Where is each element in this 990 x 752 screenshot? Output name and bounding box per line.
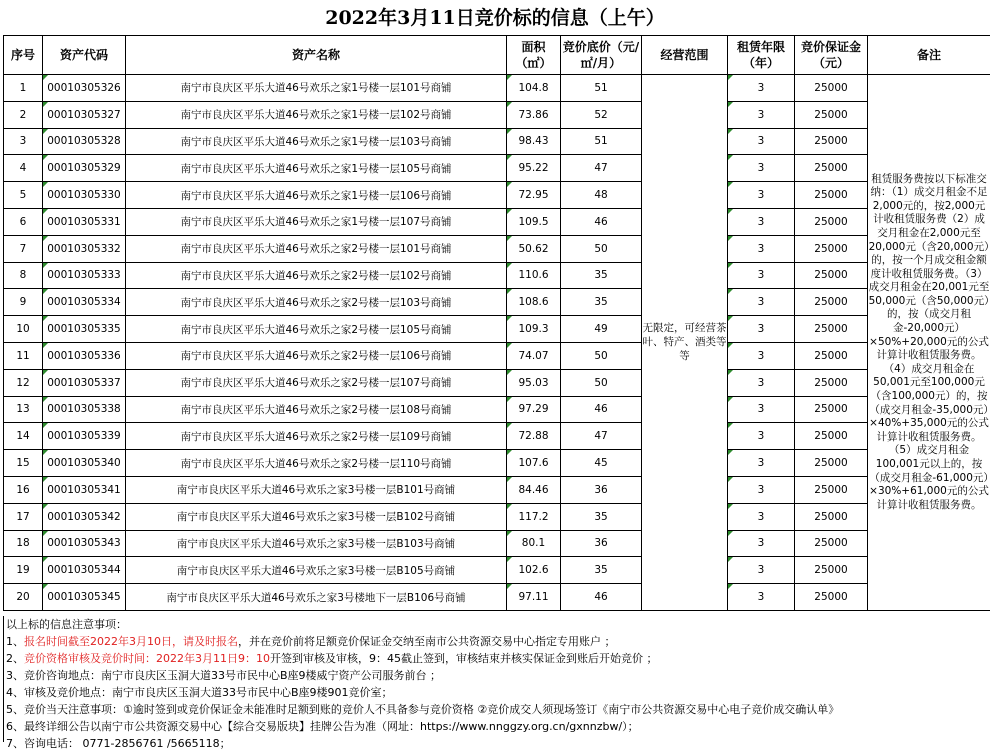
- note-7: 7、咨询电话： 0771-2856761 /5665118；: [4, 735, 990, 752]
- cell-code[interactable]: 00010305329: [43, 155, 126, 182]
- cell-code[interactable]: 00010305336: [43, 342, 126, 369]
- cell-years[interactable]: 3: [728, 182, 795, 209]
- cell-no[interactable]: 10: [4, 316, 43, 343]
- note-1: [4, 633, 990, 650]
- cell-price[interactable]: 46: [561, 584, 642, 611]
- cell-area[interactable]: 97.11: [507, 584, 561, 611]
- cell-price[interactable]: 51: [561, 75, 642, 102]
- cell-deposit[interactable]: 25000: [795, 476, 868, 503]
- cell-no[interactable]: 6: [4, 208, 43, 235]
- table-row: [4, 530, 990, 557]
- cell-area[interactable]: 50.62: [507, 235, 561, 262]
- cell-years[interactable]: 3: [728, 342, 795, 369]
- cell-area[interactable]: 117.2: [507, 503, 561, 530]
- cell-price[interactable]: 46: [561, 396, 642, 423]
- table-row: [4, 503, 990, 530]
- cell-no[interactable]: 12: [4, 369, 43, 396]
- cell-code[interactable]: 00010305327: [43, 101, 126, 128]
- note-2-prefix: 2、: [6, 652, 24, 665]
- table-row: [4, 342, 990, 369]
- header-name: 资产名称: [126, 36, 507, 75]
- header-no: 序号: [4, 36, 43, 75]
- cell-years[interactable]: 3: [728, 557, 795, 584]
- cell-no[interactable]: 3: [4, 128, 43, 155]
- table-row: [4, 235, 990, 262]
- header-deposit: 竞价保证金（元）: [795, 36, 868, 75]
- cell-no[interactable]: 2: [4, 101, 43, 128]
- cell-price[interactable]: 45: [561, 450, 642, 477]
- cell-price[interactable]: 36: [561, 476, 642, 503]
- note-4: 4、审核及竞价地点：南宁市良庆区玉洞大道33号市民中心B座9楼901竞价室；: [4, 684, 990, 701]
- cell-no[interactable]: 5: [4, 182, 43, 209]
- cell-code[interactable]: 00010305333: [43, 262, 126, 289]
- cell-years[interactable]: 3: [728, 289, 795, 316]
- table-row: [4, 557, 990, 584]
- cell-deposit[interactable]: 25000: [795, 289, 868, 316]
- note-3: 3、竞价咨询地点：南宁市良庆区玉洞大道33号市民中心B座9楼威宁资产公司服务前台 ；: [4, 667, 990, 684]
- cell-code[interactable]: 00010305341: [43, 476, 126, 503]
- cell-area[interactable]: 72.88: [507, 423, 561, 450]
- cell-deposit[interactable]: 25000: [795, 208, 868, 235]
- cell-years[interactable]: 3: [728, 101, 795, 128]
- cell-name[interactable]: 南宁市良庆区平乐大道46号欢乐之家1号楼一层105号商铺: [126, 155, 507, 182]
- cell-deposit[interactable]: 25000: [795, 235, 868, 262]
- cell-area[interactable]: 102.6: [507, 557, 561, 584]
- cell-area[interactable]: 84.46: [507, 476, 561, 503]
- cell-area[interactable]: 98.43: [507, 128, 561, 155]
- table-row: [4, 182, 990, 209]
- cell-area[interactable]: 109.3: [507, 316, 561, 343]
- cell-name[interactable]: 南宁市良庆区平乐大道46号欢乐之家2号楼一层109号商铺: [126, 423, 507, 450]
- cell-price[interactable]: 48: [561, 182, 642, 209]
- cell-deposit[interactable]: 25000: [795, 503, 868, 530]
- cell-no[interactable]: 14: [4, 423, 43, 450]
- cell-code[interactable]: 00010305344: [43, 557, 126, 584]
- cell-code[interactable]: 00010305338: [43, 396, 126, 423]
- cell-deposit[interactable]: 25000: [795, 262, 868, 289]
- cell-deposit[interactable]: 25000: [795, 530, 868, 557]
- cell-no[interactable]: 4: [4, 155, 43, 182]
- cell-code[interactable]: 00010305332: [43, 235, 126, 262]
- cell-years[interactable]: 3: [728, 208, 795, 235]
- cell-price[interactable]: 36: [561, 530, 642, 557]
- cell-deposit[interactable]: 25000: [795, 128, 868, 155]
- cell-area[interactable]: 95.03: [507, 369, 561, 396]
- note-2-highlight: 竞价资格审核及竞价时间：2022年3月11日9：10: [24, 652, 270, 665]
- cell-deposit[interactable]: 25000: [795, 584, 868, 611]
- note-2: [4, 650, 990, 667]
- cell-no[interactable]: 9: [4, 289, 43, 316]
- cell-area[interactable]: 97.29: [507, 396, 561, 423]
- cell-code[interactable]: 00010305345: [43, 584, 126, 611]
- cell-years[interactable]: 3: [728, 262, 795, 289]
- cell-price[interactable]: 35: [561, 262, 642, 289]
- sheet-title: 2022年3月11日竞价标的信息（上午）: [0, 0, 990, 32]
- cell-code[interactable]: 00010305334: [43, 289, 126, 316]
- table-row: [4, 450, 990, 477]
- cell-deposit[interactable]: 25000: [795, 396, 868, 423]
- cell-no[interactable]: 20: [4, 584, 43, 611]
- cell-name[interactable]: 南宁市良庆区平乐大道46号欢乐之家2号楼一层105号商铺: [126, 316, 507, 343]
- cell-name[interactable]: 南宁市良庆区平乐大道46号欢乐之家1号楼一层103号商铺: [126, 128, 507, 155]
- table-row: [4, 155, 990, 182]
- cell-name[interactable]: 南宁市良庆区平乐大道46号欢乐之家1号楼一层102号商铺: [126, 101, 507, 128]
- cell-years[interactable]: 3: [728, 155, 795, 182]
- cell-price[interactable]: 35: [561, 289, 642, 316]
- cell-years[interactable]: 3: [728, 584, 795, 611]
- cell-code[interactable]: 00010305343: [43, 530, 126, 557]
- cell-area[interactable]: 95.22: [507, 155, 561, 182]
- table-row: [4, 262, 990, 289]
- cell-name[interactable]: 南宁市良庆区平乐大道46号欢乐之家2号楼一层108号商铺: [126, 396, 507, 423]
- cell-deposit[interactable]: 25000: [795, 423, 868, 450]
- cell-no[interactable]: 1: [4, 75, 43, 102]
- cell-area[interactable]: 110.6: [507, 262, 561, 289]
- cell-no[interactable]: 11: [4, 342, 43, 369]
- cell-area[interactable]: 108.6: [507, 289, 561, 316]
- table-row: [4, 101, 990, 128]
- cell-years[interactable]: 3: [728, 235, 795, 262]
- table-body: [4, 75, 990, 611]
- cell-deposit[interactable]: 25000: [795, 342, 868, 369]
- auction-table: [3, 35, 990, 611]
- cell-no[interactable]: 13: [4, 396, 43, 423]
- cell-name[interactable]: 南宁市良庆区平乐大道46号欢乐之家3号楼地下一层B106号商铺: [126, 584, 507, 611]
- cell-area[interactable]: 73.86: [507, 101, 561, 128]
- cell-name[interactable]: 南宁市良庆区平乐大道46号欢乐之家3号楼一层B102号商铺: [126, 503, 507, 530]
- header-code: 资产代码: [43, 36, 126, 75]
- cell-price[interactable]: 50: [561, 369, 642, 396]
- cell-name[interactable]: 南宁市良庆区平乐大道46号欢乐之家2号楼一层102号商铺: [126, 262, 507, 289]
- cell-code[interactable]: 00010305330: [43, 182, 126, 209]
- cell-deposit[interactable]: 25000: [795, 369, 868, 396]
- cell-price[interactable]: 50: [561, 235, 642, 262]
- cell-years[interactable]: 3: [728, 423, 795, 450]
- cell-years[interactable]: 3: [728, 530, 795, 557]
- table-row: [4, 476, 990, 503]
- cell-no[interactable]: 18: [4, 530, 43, 557]
- cell-years[interactable]: 3: [728, 450, 795, 477]
- cell-name[interactable]: 南宁市良庆区平乐大道46号欢乐之家1号楼一层101号商铺: [126, 75, 507, 102]
- header-price: 竞价底价（元/㎡/月）: [561, 36, 642, 75]
- cell-price[interactable]: 35: [561, 503, 642, 530]
- header-scope: 经营范围: [642, 36, 728, 75]
- cell-area[interactable]: 74.07: [507, 342, 561, 369]
- cell-price[interactable]: 50: [561, 342, 642, 369]
- cell-code[interactable]: 00010305340: [43, 450, 126, 477]
- table-row: [4, 316, 990, 343]
- table-row: [4, 208, 990, 235]
- cell-no[interactable]: 16: [4, 476, 43, 503]
- cell-area[interactable]: 104.8: [507, 75, 561, 102]
- cell-years[interactable]: 3: [728, 369, 795, 396]
- cell-name[interactable]: 南宁市良庆区平乐大道46号欢乐之家2号楼一层103号商铺: [126, 289, 507, 316]
- cell-area[interactable]: 109.5: [507, 208, 561, 235]
- cell-price[interactable]: 52: [561, 101, 642, 128]
- table-row: [4, 584, 990, 611]
- table-row: [4, 128, 990, 155]
- cell-code[interactable]: 00010305331: [43, 208, 126, 235]
- notes-heading: 以上标的信息注意事项：: [4, 616, 990, 633]
- notes-section: [3, 616, 990, 742]
- cell-years[interactable]: 3: [728, 316, 795, 343]
- cell-no[interactable]: 8: [4, 262, 43, 289]
- note-2-text: 开签到审核及审核，9：45截止签到，审核结束并核实保证金到账后开始竞价 ；: [270, 652, 658, 665]
- table-row: [4, 75, 990, 102]
- cell-name[interactable]: 南宁市良庆区平乐大道46号欢乐之家2号楼一层106号商铺: [126, 342, 507, 369]
- cell-name[interactable]: 南宁市良庆区平乐大道46号欢乐之家3号楼一层B103号商铺: [126, 530, 507, 557]
- cell-area[interactable]: 72.95: [507, 182, 561, 209]
- note-5: 5、竞价当天注意事项：①逾时签到或竞价保证金未能准时足额到账的竞价人不具备参与竞价资格 ②竞价成交人须现场签订《南宁市公共资源交易中心电子竞价成交确认单》: [4, 701, 990, 718]
- cell-deposit[interactable]: 25000: [795, 557, 868, 584]
- cell-code[interactable]: 00010305328: [43, 128, 126, 155]
- header-row: [4, 36, 990, 75]
- scope-cell[interactable]: 无限定，可经营茶叶、特产、酒类等等: [642, 75, 728, 611]
- cell-price[interactable]: 51: [561, 128, 642, 155]
- header-remark: 备注: [868, 36, 990, 75]
- cell-name[interactable]: 南宁市良庆区平乐大道46号欢乐之家2号楼一层107号商铺: [126, 369, 507, 396]
- cell-deposit[interactable]: 25000: [795, 182, 868, 209]
- cell-area[interactable]: 107.6: [507, 450, 561, 477]
- header-area: 面积（㎡）: [507, 36, 561, 75]
- cell-price[interactable]: 49: [561, 316, 642, 343]
- cell-name[interactable]: 南宁市良庆区平乐大道46号欢乐之家3号楼一层B105号商铺: [126, 557, 507, 584]
- cell-deposit[interactable]: 25000: [795, 155, 868, 182]
- cell-name[interactable]: 南宁市良庆区平乐大道46号欢乐之家1号楼一层106号商铺: [126, 182, 507, 209]
- remark-cell[interactable]: 租赁服务费按以下标准交纳：（1）成交月租金不足2,000元的，按2,000元计收租赁服务费（2）成交月租金在2,000元至20,000元（含20,000元）的，按一个月成交租金额度计收租赁服务费。（3）成交月租金在20,001元至50,000元（含50,000元）的，按（成交月租金-20,000元）×50%+20,000元的公式计算计收租赁服务费。（4）成交月租金在50,001元至100,000元（含100,000元）的，按（成交月租金-35,000元）×40%+35,000元的公式计算计收租赁服务费。（5）成交月租金100,001元以上的，按（成交月租金-61,000元）×30%+61,000元的公式计算计收租赁服务费。: [868, 75, 990, 611]
- cell-no[interactable]: 15: [4, 450, 43, 477]
- cell-code[interactable]: 00010305326: [43, 75, 126, 102]
- cell-years[interactable]: 3: [728, 75, 795, 102]
- cell-no[interactable]: 17: [4, 503, 43, 530]
- cell-no[interactable]: 19: [4, 557, 43, 584]
- cell-area[interactable]: 80.1: [507, 530, 561, 557]
- cell-price[interactable]: 35: [561, 557, 642, 584]
- cell-deposit[interactable]: 25000: [795, 101, 868, 128]
- note-6: 6、最终详细公告以南宁市公共资源交易中心【综合交易版块】挂牌公告为准（网址：https://www.nnggzy.org.cn/gxnnzbw/）；: [4, 718, 990, 735]
- cell-years[interactable]: 3: [728, 128, 795, 155]
- cell-code[interactable]: 00010305339: [43, 423, 126, 450]
- cell-code[interactable]: 00010305337: [43, 369, 126, 396]
- cell-price[interactable]: 47: [561, 423, 642, 450]
- cell-years[interactable]: 3: [728, 476, 795, 503]
- note-1-text: ，并在竞价前将足额竞价保证金交纳至南市公共资源交易中心指定专用账户 ；: [238, 635, 616, 648]
- cell-years[interactable]: 3: [728, 396, 795, 423]
- cell-price[interactable]: 47: [561, 155, 642, 182]
- cell-name[interactable]: 南宁市良庆区平乐大道46号欢乐之家2号楼一层101号商铺: [126, 235, 507, 262]
- cell-deposit[interactable]: 25000: [795, 316, 868, 343]
- note-1-prefix: 1、: [6, 635, 24, 648]
- cell-deposit[interactable]: 25000: [795, 450, 868, 477]
- cell-name[interactable]: 南宁市良庆区平乐大道46号欢乐之家2号楼一层110号商铺: [126, 450, 507, 477]
- cell-name[interactable]: 南宁市良庆区平乐大道46号欢乐之家1号楼一层107号商铺: [126, 208, 507, 235]
- table-row: [4, 396, 990, 423]
- cell-price[interactable]: 46: [561, 208, 642, 235]
- table-row: [4, 423, 990, 450]
- table-row: [4, 289, 990, 316]
- cell-no[interactable]: 7: [4, 235, 43, 262]
- cell-years[interactable]: 3: [728, 503, 795, 530]
- table-row: [4, 369, 990, 396]
- cell-code[interactable]: 00010305335: [43, 316, 126, 343]
- cell-deposit[interactable]: 25000: [795, 75, 868, 102]
- cell-code[interactable]: 00010305342: [43, 503, 126, 530]
- cell-name[interactable]: 南宁市良庆区平乐大道46号欢乐之家3号楼一层B101号商铺: [126, 476, 507, 503]
- header-years: 租赁年限（年）: [728, 36, 795, 75]
- note-1-highlight: 报名时间截至2022年3月10日，请及时报名: [24, 635, 238, 648]
